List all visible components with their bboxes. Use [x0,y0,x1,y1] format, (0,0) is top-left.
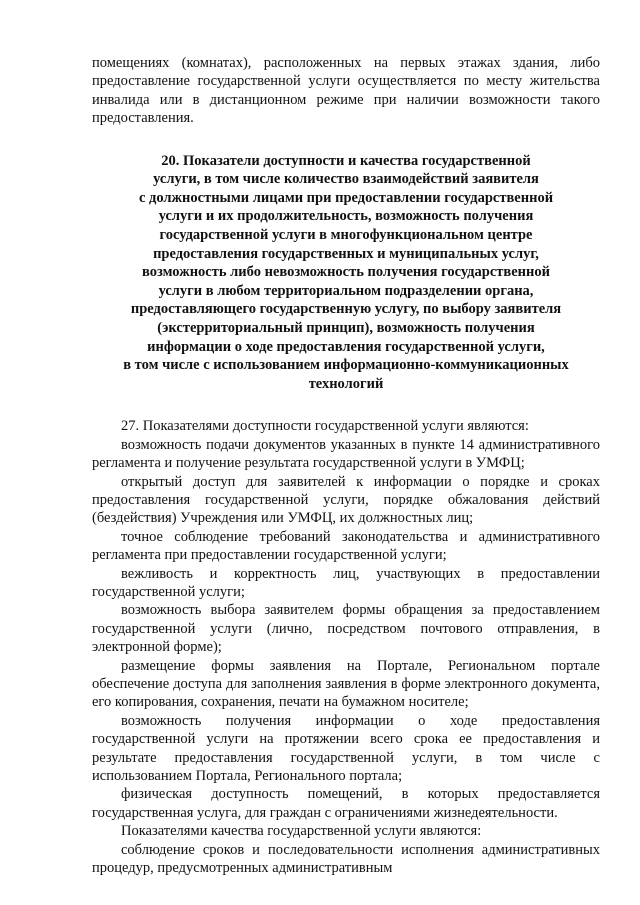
body-paragraph: открытый доступ для заявителей к информации о порядке и сроках предоставления государственной услуги, порядке обжалования действий (бездействия) Учреждения или УМФЦ, их должностных лиц; [92,473,600,527]
intro-paragraph: помещениях (комнатах), расположенных на первых этажах здания, либо предоставление государственной услуги осуществляется по месту жительства инвалида или в дистанционном режиме при наличии возможности такого предоставления. [92,55,600,127]
heading-line: государственной услуги в многофункциональном центре [159,227,533,243]
body-paragraph: возможность выбора заявителем формы обращения за предоставлением государственной услуги (лично, посредством почтового отправления, в электронной форме); [92,602,600,656]
body-paragraph: 27. Показателями доступности государственной услуги являются: [121,418,529,435]
body-paragraph: возможность получения информации о ходе предоставления государственной услуги на протяжении всего срока ее предоставления и результате предоставления государственной услуги, в том числе с использованием Портала, Регионального портала; [92,712,600,785]
body-paragraph: точное соблюдение требований законодательства и административного регламента при предоставлении государственной услуги; [92,528,600,564]
heading-line: (экстерриториальный принцип), возможность получения [157,319,535,336]
heading-line: в том числе с использованием информационно-коммуникационных [123,357,569,374]
body-paragraph: возможность подачи документов указанных в пункте 14 административного регламента и получение результата государственной услуги в УМФЦ; [92,436,600,472]
section-heading [92,152,600,394]
heading-line: возможность либо невозможность получения государственной [142,264,550,281]
heading-line: услуги в любом территориальном подразделении органа, [158,282,534,299]
heading-line: информации о ходе предоставления государственной услуги, [147,338,545,355]
heading-line: услуги, в том числе количество взаимодействий заявителя [153,171,539,188]
heading-line: 20. Показатели доступности и качества государственной [161,152,531,169]
heading-line: услуги и их продолжительность, возможность получения [158,208,534,225]
heading-line: предоставления государственных и муниципальных услуг, [153,245,539,262]
heading-line: технологий [308,375,384,392]
heading-line: предоставляющего государственную услугу, по выбору заявителя [130,301,562,318]
body-paragraph: соблюдение сроков и последовательности исполнения административных процедур, предусмотренных административным [92,841,600,877]
body-paragraph: вежливость и корректность лиц, участвующих в предоставлении государственной услуги; [92,565,600,600]
body-paragraph: физическая доступность помещений, в которых предоставляется государственная услуга, для граждан с ограничениями жизнедеятельности. [92,786,600,821]
body-paragraph: размещение формы заявления на Портале, Региональном портале обеспечение доступа для заполнения заявления в форме электронного документа, его копирования, сохранения, печати на бумажном носителе; [92,657,600,711]
heading-line: с должностными лицами при предоставлении государственной [138,189,554,206]
body-paragraph: Показателями качества государственной услуги являются: [121,823,482,840]
